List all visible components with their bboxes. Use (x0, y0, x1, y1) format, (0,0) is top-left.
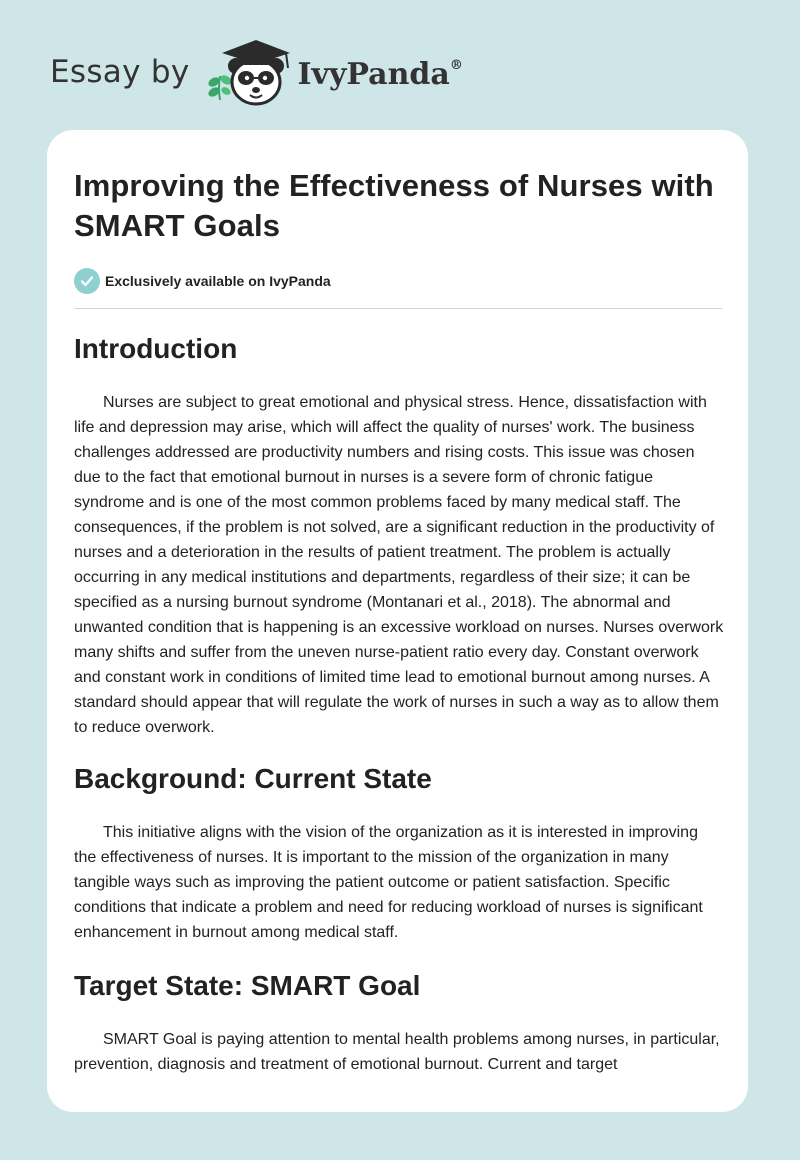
brand-prefix: Essay by (50, 54, 190, 90)
section-heading-target-state: Target State: SMART Goal (74, 970, 421, 1001)
section-heading-introduction: Introduction (74, 333, 238, 364)
article-card (47, 130, 748, 1112)
exclusive-badge (74, 268, 722, 294)
article-title: Improving the Effectiveness of Nurses with SMART Goals (74, 168, 714, 243)
section-paragraph-introduction: Nurses are subject to great emotional and physical stress. Hence, dissatisfaction with life and depression may arise, which will affect the quality of nurses' work. The business challenges addressed are productivity numbers and rising costs. This issue was chosen due to the fact that emotional burnout in nurses is a severe form of chronic fatigue syndrome and is one of the most common problems faced by many medical staff. The consequences, if the problem is not solved, are a significant reduction in the productivity of nurses and a deterioration in the results of patient treatment. The problem is actually occurring in any medical institutions and departments, regardless of their size; it can be specified as a nursing burnout syndrome (Montanari et al., 2018). The abnormal and unwanted condition that is happening is an excessive workload on nurses. Nurses overwork many shifts and suffer from the uneven nurse-patient ratio every day. Constant overwork and constant work in conditions of limited time lead to emotional burnout among nurses. A standard should appear that will regulate the work of nurses in such a way as to allow them to reduce overwork. (74, 394, 724, 736)
section-heading-background: Background: Current State (74, 763, 432, 794)
section-paragraph-target-state: SMART Goal is paying attention to mental health problems among nurses, in particular, prevention, diagnosis and treatment of emotional burnout. Current and target (74, 1031, 720, 1073)
check-circle-icon (74, 268, 100, 294)
section-paragraph-background: This initiative aligns with the vision of the organization as it is interested in improving the effectiveness of nurses. It is important to the mission of the organization in many tangible ways such as improving the patient outcome or patient satisfaction. Specific conditions that indicate a problem and need for reducing workload of nurses is significant enhancement in burnout among medical staff. (74, 824, 703, 941)
brand-logo[interactable] (50, 36, 463, 108)
divider (74, 308, 722, 309)
exclusive-label: Exclusively available on IvyPanda (105, 273, 331, 289)
brand-name: IvyPanda® (297, 56, 463, 92)
panda-mascot-icon (204, 36, 296, 108)
